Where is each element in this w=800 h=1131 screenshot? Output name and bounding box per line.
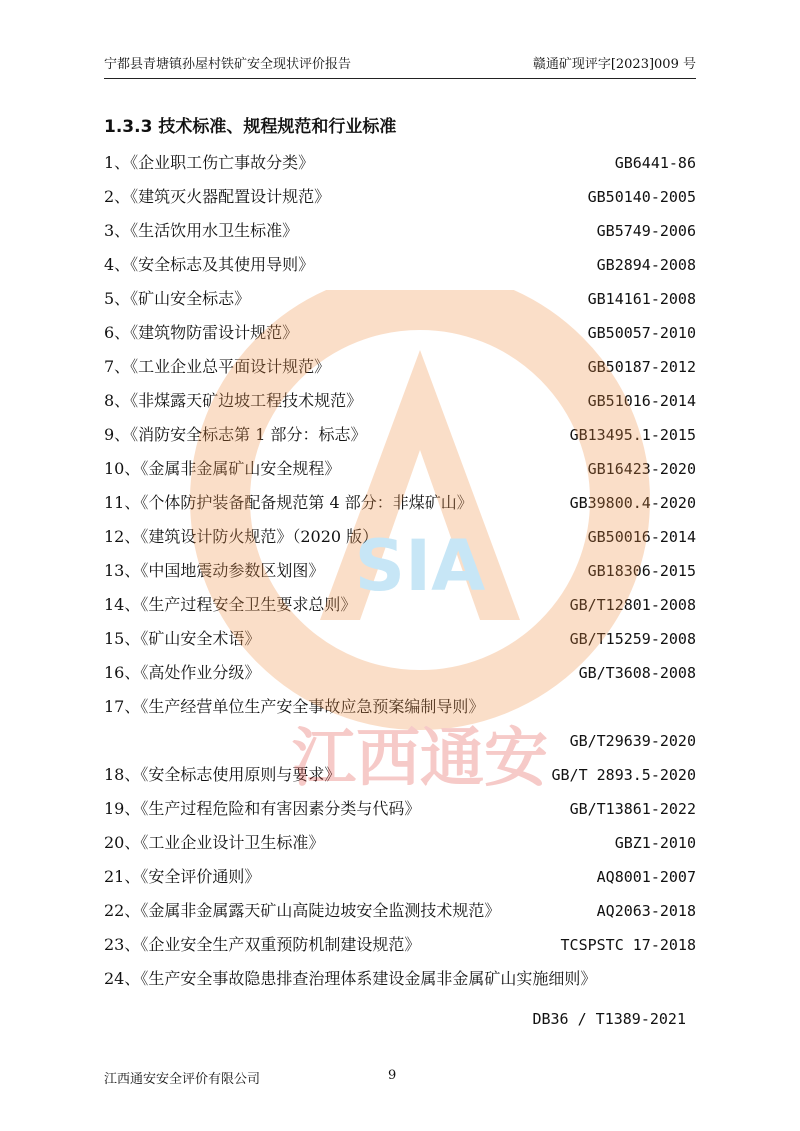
list-item — [104, 928, 696, 962]
standard-name: 19、《生产过程危险和有害因素分类与代码》 — [104, 799, 421, 818]
page-number: 9 — [388, 1068, 397, 1083]
list-item — [104, 554, 696, 588]
standard-name: 9、《消防安全标志第 1 部分：标志》 — [104, 425, 367, 444]
standard-code: GB5749-2006 — [596, 222, 696, 240]
standard-code: GB14161-2008 — [587, 290, 696, 308]
list-item — [104, 146, 696, 180]
list-item — [104, 622, 696, 656]
standard-code: GB/T 2893.5-2020 — [551, 766, 696, 784]
list-item — [104, 316, 696, 350]
standard-name: 7、《工业企业总平面设计规范》 — [104, 357, 331, 376]
standard-name: 24、《生产安全事故隐患排查治理体系建设金属非金属矿山实施细则》 — [104, 969, 597, 988]
standard-code: GB18306-2015 — [587, 562, 696, 580]
standard-name: 12、《建筑设计防火规范》（2020 版） — [104, 527, 379, 546]
list-item — [104, 656, 696, 690]
standard-code: GB50016-2014 — [587, 528, 696, 546]
report-number: 赣通矿现评字[2023]009 号 — [532, 57, 696, 72]
standard-name: 2、《建筑灭火器配置设计规范》 — [104, 187, 331, 206]
standard-code: GB50057-2010 — [587, 324, 696, 342]
standard-code: GB2894-2008 — [596, 256, 696, 274]
standard-code: TCSPSTC 17-2018 — [560, 936, 696, 954]
standard-name: 21、《安全评价通则》 — [104, 867, 261, 886]
list-item — [104, 588, 696, 622]
standard-code: GB/T15259-2008 — [569, 630, 696, 648]
list-item — [104, 962, 696, 1030]
standard-name: 14、《生产过程安全卫生要求总则》 — [104, 595, 357, 614]
standard-name: 23、《企业安全生产双重预防机制建设规范》 — [104, 935, 421, 954]
standard-code: AQ8001-2007 — [596, 868, 696, 886]
list-item — [104, 384, 696, 418]
standard-code: GB50187-2012 — [587, 358, 696, 376]
section-title: 1.3.3 技术标准、规程规范和行业标准 — [104, 117, 397, 137]
list-item — [104, 282, 696, 316]
standard-name: 18、《安全标志使用原则与要求》 — [104, 765, 341, 784]
standard-code: GB/T13861-2022 — [569, 800, 696, 818]
list-item — [104, 350, 696, 384]
standard-name: 22、《金属非金属露天矿山高陡边坡安全监测技术规范》 — [104, 901, 501, 920]
list-item — [104, 418, 696, 452]
standard-name: 20、《工业企业设计卫生标准》 — [104, 833, 325, 852]
standard-name: 10、《金属非金属矿山安全规程》 — [104, 459, 341, 478]
list-item — [104, 690, 696, 758]
list-item — [104, 520, 696, 554]
standard-code: GB/T29639-2020 — [569, 732, 696, 750]
list-item — [104, 758, 696, 792]
page-header — [104, 56, 696, 79]
standard-name: 8、《非煤露天矿边坡工程技术规范》 — [104, 391, 363, 410]
standard-code: DB36 / T1389-2021 — [532, 1010, 686, 1028]
standard-code: GB13495.1-2015 — [569, 426, 696, 444]
list-item — [104, 826, 696, 860]
standard-name: 1、《企业职工伤亡事故分类》 — [104, 153, 315, 172]
standard-code: GB/T3608-2008 — [578, 664, 696, 682]
standard-code: AQ2063-2018 — [596, 902, 696, 920]
standard-code: GB39800.4-2020 — [569, 494, 696, 512]
standard-name: 11、《个体防护装备配备规范第 4 部分：非煤矿山》 — [104, 493, 473, 512]
standard-name: 4、《安全标志及其使用导则》 — [104, 255, 315, 274]
standard-name: 15、《矿山安全术语》 — [104, 629, 261, 648]
standards-list — [104, 146, 696, 1030]
standard-code: GBZ1-2010 — [614, 834, 696, 852]
standard-name: 13、《中国地震动参数区划图》 — [104, 561, 325, 580]
list-item — [104, 180, 696, 214]
standard-code: GB51016-2014 — [587, 392, 696, 410]
standard-code: GB6441-86 — [614, 154, 696, 172]
report-title: 宁都县青塘镇孙屋村铁矿安全现状评价报告 — [104, 57, 352, 72]
list-item — [104, 248, 696, 282]
list-item — [104, 894, 696, 928]
seal-letters: SIA — [354, 525, 486, 607]
standard-code: GB50140-2005 — [587, 188, 696, 206]
standard-name: 6、《建筑物防雷设计规范》 — [104, 323, 299, 342]
standard-code: GB16423-2020 — [587, 460, 696, 478]
list-item — [104, 860, 696, 894]
list-item — [104, 452, 696, 486]
standard-name: 3、《生活饮用水卫生标准》 — [104, 221, 299, 240]
standard-code: GB/T12801-2008 — [569, 596, 696, 614]
standard-name: 5、《矿山安全标志》 — [104, 289, 251, 308]
seal-banner: 江西通安 — [292, 722, 548, 796]
list-item — [104, 214, 696, 248]
list-item — [104, 792, 696, 826]
footer-company: 江西通安安全评价有限公司 — [104, 1072, 261, 1087]
standard-name: 16、《高处作业分级》 — [104, 663, 261, 682]
standard-name: 17、《生产经营单位生产安全事故应急预案编制导则》 — [104, 697, 485, 716]
list-item — [104, 486, 696, 520]
